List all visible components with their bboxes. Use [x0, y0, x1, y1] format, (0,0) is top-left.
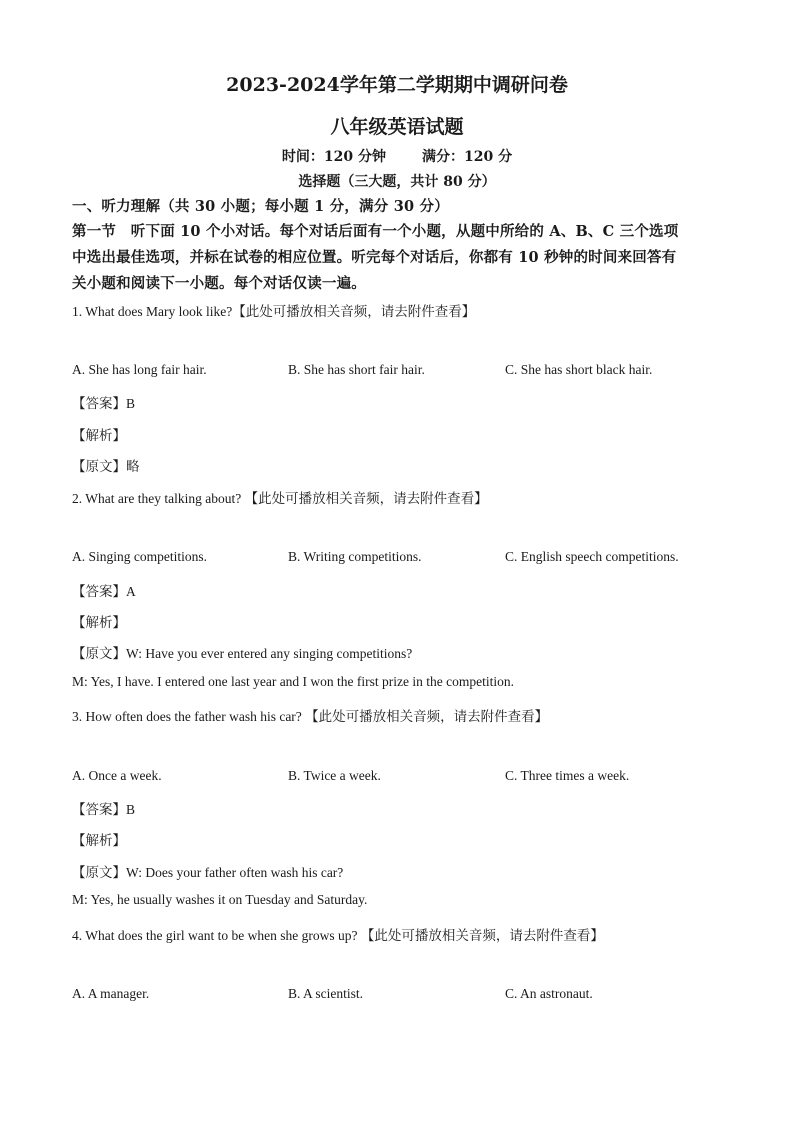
question-stem: 3. How often does the father wash his car? 【此处可播放相关音频，请去附件查看】 [72, 709, 549, 724]
analysis-tag: 【解析】 [72, 615, 126, 631]
question-stem: 4. What does the girl want to be when she grows up? 【此处可播放相关音频，请去附件查看】 [72, 928, 604, 943]
transcript-text: W: Does your father often wash his car? [126, 865, 344, 880]
section-heading: 一、听力理解（共 30 小题；每小题 1 分，满分 30 分） [72, 198, 449, 215]
answer-tag: 【答案】 [72, 396, 126, 412]
instruction-line: 中选出最佳选项，并标在试卷的相应位置。听完每个对话后，你都有 10 秒钟的时间来回答有 [72, 249, 677, 266]
answer-line [72, 580, 732, 600]
option-c: C. She has short black hair. [505, 362, 653, 377]
transcript-text: 略 [126, 459, 140, 475]
option-a: A. Singing competitions. [72, 549, 207, 564]
question-stem: 1. What does Mary look like?【此处可播放相关音频，请去附件查看】 [72, 304, 476, 319]
transcript-text: W: Have you ever entered any singing competitions? [126, 646, 413, 661]
option-b: B. Writing competitions. [288, 549, 422, 564]
answer-tag: 【答案】 [72, 802, 126, 818]
answer-tag: 【答案】 [72, 584, 126, 600]
page-subtitle: 八年级英语试题 [330, 116, 464, 138]
instruction-line: 关小题和阅读下一小题。每个对话仅读一遍。 [72, 275, 366, 292]
option-c: C. Three times a week. [505, 768, 630, 783]
option-a: A. Once a week. [72, 768, 162, 783]
analysis-tag: 【解析】 [72, 833, 126, 849]
transcript-tag: 【原文】 [72, 865, 126, 881]
transcript-tag: 【原文】 [72, 459, 126, 475]
page-title: 2023-2024学年第二学期期中调研问卷 [226, 74, 568, 96]
instruction-line: 第一节 听下面 10 个小对话。每个对话后面有一个小题，从题中所给的 A、B、C 三个选项 [72, 223, 679, 240]
option-a: A. She has long fair hair. [72, 362, 207, 377]
transcript-line [72, 642, 732, 662]
option-b: B. Twice a week. [288, 768, 381, 783]
answer-line [72, 392, 732, 412]
option-c: C. An astronaut. [505, 986, 593, 1001]
transcript-line [72, 455, 732, 475]
option-b: B. She has short fair hair. [288, 362, 425, 377]
exam-info [0, 146, 794, 166]
part-label: 选择题（三大题，共计 80 分） [298, 174, 496, 190]
analysis-tag: 【解析】 [72, 428, 126, 444]
answer-value: B [126, 396, 136, 411]
exam-score: 满分：120 分 [422, 149, 513, 165]
transcript-continuation: M: Yes, he usually washes it on Tuesday and Saturday. [72, 892, 368, 907]
answer-line [72, 798, 732, 818]
transcript-line [72, 861, 732, 881]
transcript-tag: 【原文】 [72, 646, 126, 662]
option-b: B. A scientist. [288, 986, 364, 1001]
option-a: A. A manager. [72, 986, 150, 1001]
answer-value: A [126, 584, 136, 599]
transcript-continuation: M: Yes, I have. I entered one last year and I won the first prize in the competition. [72, 674, 514, 689]
question-stem: 2. What are they talking about? 【此处可播放相关音频，请去附件查看】 [72, 491, 488, 506]
answer-value: B [126, 802, 136, 817]
option-c: C. English speech competitions. [505, 549, 679, 564]
exam-time: 时间：120 分钟 [281, 149, 386, 165]
